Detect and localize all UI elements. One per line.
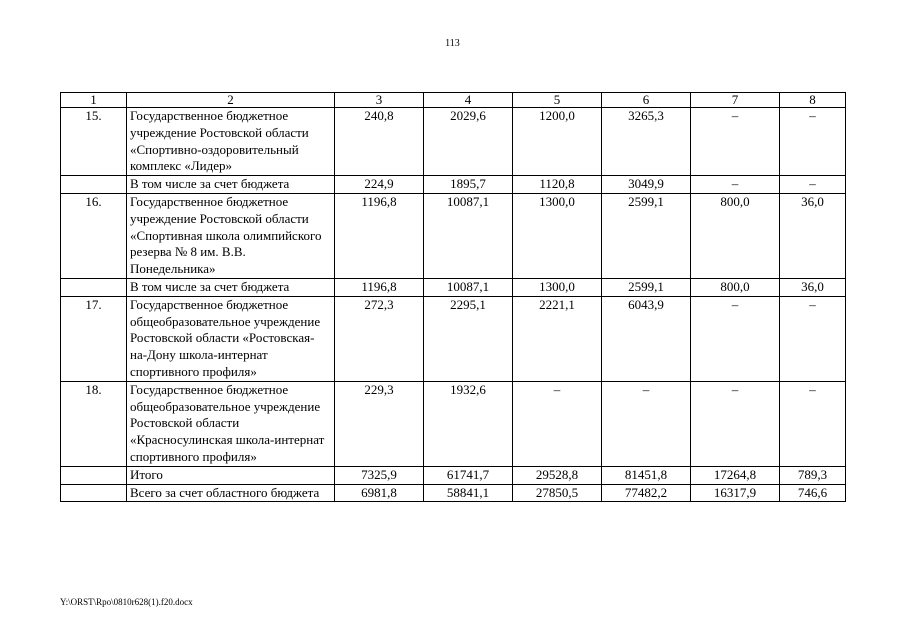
value-cell: 36,0 [780,193,846,278]
table-row [61,296,846,381]
value-cell: 746,6 [780,484,846,502]
value-cell: 229,3 [335,381,424,466]
header-row [61,93,846,108]
file-path-footer: Y:\ORST\Rpo\0810r628(1).f20.docx [60,597,193,607]
institution-name: Государственное бюджетное учреждение Ростовской области «Спортивная школа олимпийского резерва № 8 им. В.В. Понедельника» [127,193,335,278]
value-cell: 3049,9 [602,176,691,194]
header-cell: 7 [691,93,780,108]
header-cell: 4 [424,93,513,108]
value-cell: – [602,381,691,466]
institution-name: В том числе за счет бюджета [127,176,335,194]
header-cell: 8 [780,93,846,108]
value-cell: 1196,8 [335,193,424,278]
value-cell: – [513,381,602,466]
value-cell: 1120,8 [513,176,602,194]
value-cell: 10087,1 [424,278,513,296]
row-number: 15. [61,108,127,176]
table-row [61,193,846,278]
value-cell: – [780,108,846,176]
table-row [61,466,846,484]
header-cell: 5 [513,93,602,108]
institution-name: Всего за счет областного бюджета [127,484,335,502]
value-cell: – [691,296,780,381]
budget-table [60,92,846,502]
value-cell: – [691,176,780,194]
table-row [61,176,846,194]
value-cell: 10087,1 [424,193,513,278]
value-cell: – [780,381,846,466]
value-cell: 58841,1 [424,484,513,502]
institution-name: Государственное бюджетное общеобразовательное учреждение Ростовской области «Ростовская-на-Дону школа-интернат спортивного профиля» [127,296,335,381]
value-cell: 272,3 [335,296,424,381]
header-cell: 2 [127,93,335,108]
table-row [61,108,846,176]
value-cell: 800,0 [691,193,780,278]
value-cell: 1200,0 [513,108,602,176]
value-cell: 36,0 [780,278,846,296]
value-cell: 1932,6 [424,381,513,466]
table-row [61,278,846,296]
value-cell: 224,9 [335,176,424,194]
value-cell: – [780,296,846,381]
value-cell: 61741,7 [424,466,513,484]
institution-name: В том числе за счет бюджета [127,278,335,296]
table-row [61,484,846,502]
row-number [61,176,127,194]
row-number [61,484,127,502]
value-cell: 1300,0 [513,193,602,278]
value-cell: 29528,8 [513,466,602,484]
table-row [61,381,846,466]
value-cell: 1300,0 [513,278,602,296]
value-cell: – [691,108,780,176]
value-cell: – [691,381,780,466]
value-cell: 2599,1 [602,278,691,296]
institution-name: Итого [127,466,335,484]
value-cell: 77482,2 [602,484,691,502]
value-cell: 1196,8 [335,278,424,296]
value-cell: 800,0 [691,278,780,296]
value-cell: 7325,9 [335,466,424,484]
value-cell: 1895,7 [424,176,513,194]
institution-name: Государственное бюджетное учреждение Ростовской области «Спортивно-оздоровительный комплекс «Лидер» [127,108,335,176]
value-cell: 2029,6 [424,108,513,176]
institution-name: Государственное бюджетное общеобразовательное учреждение Ростовской области «Красносулинская школа-интернат спортивного профиля» [127,381,335,466]
header-cell: 3 [335,93,424,108]
value-cell: 2599,1 [602,193,691,278]
value-cell: 81451,8 [602,466,691,484]
value-cell: 240,8 [335,108,424,176]
row-number: 18. [61,381,127,466]
row-number: 16. [61,193,127,278]
value-cell: 6043,9 [602,296,691,381]
value-cell: 2295,1 [424,296,513,381]
row-number: 17. [61,296,127,381]
value-cell: 16317,9 [691,484,780,502]
value-cell: 6981,8 [335,484,424,502]
row-number [61,466,127,484]
value-cell: 789,3 [780,466,846,484]
value-cell: 17264,8 [691,466,780,484]
row-number [61,278,127,296]
value-cell: – [780,176,846,194]
header-cell: 6 [602,93,691,108]
value-cell: 2221,1 [513,296,602,381]
value-cell: 27850,5 [513,484,602,502]
value-cell: 3265,3 [602,108,691,176]
header-cell: 1 [61,93,127,108]
page-number: 113 [445,38,460,49]
